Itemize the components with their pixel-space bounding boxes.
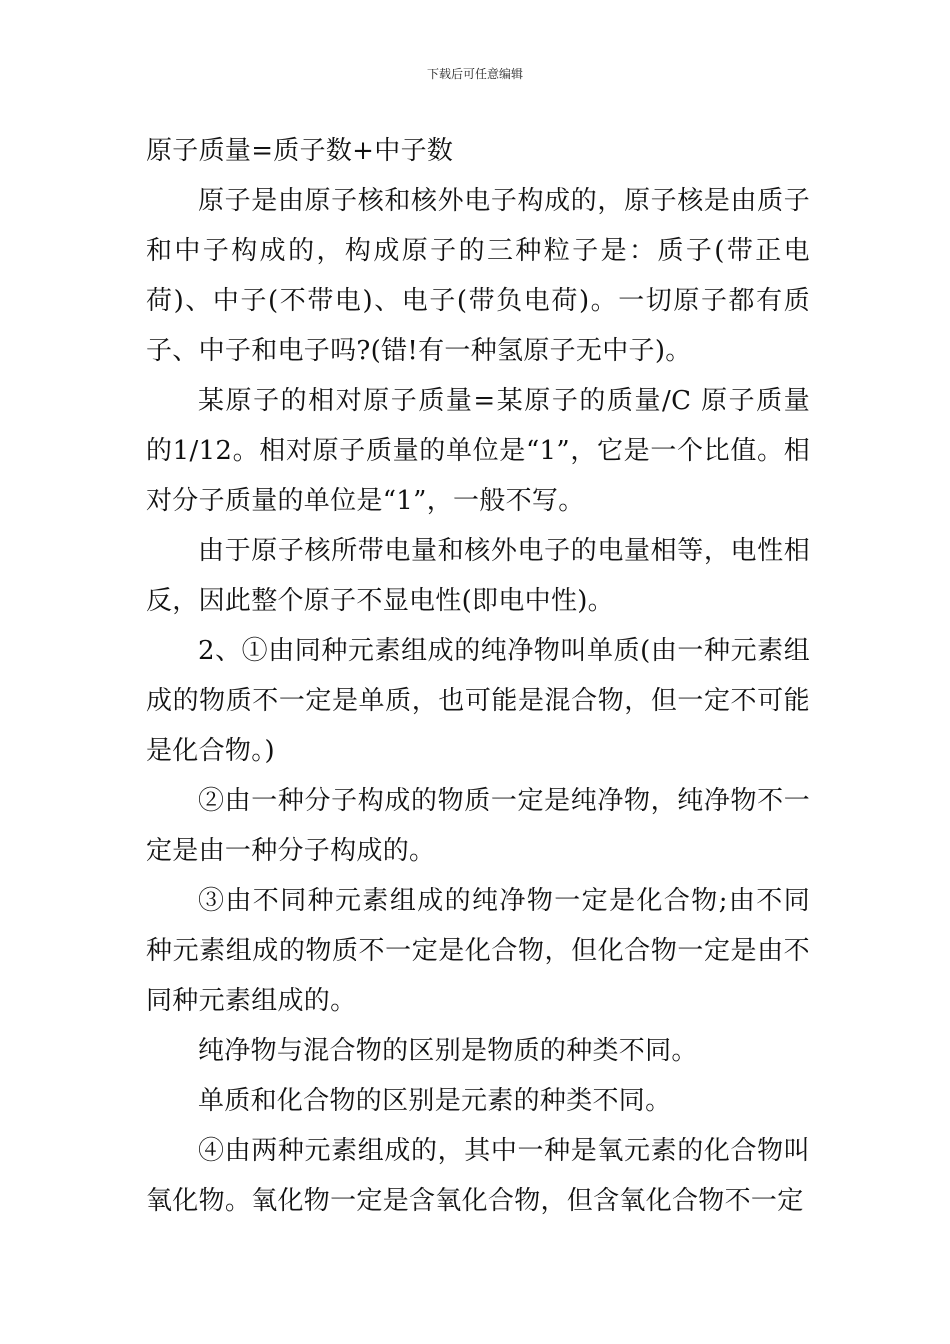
paragraph-pure-vs-mixture: 纯净物与混合物的区别是物质的种类不同。 (198, 1036, 698, 1066)
paragraph-pure-substance: ②由一种分子构成的物质一定是纯净物，纯净物不一定是由一种分子构成的。 (146, 786, 810, 866)
paragraph-oxide: ④由两种元素组成的，其中一种是氧元素的化合物叫氧化物。氧化物一定是含氧化合物，但含氧化合物不一定 (146, 1136, 810, 1216)
paragraph-elementary-substance: 2、①由同种元素组成的纯净物叫单质(由一种元素组成的物质不一定是单质，也可能是混合物，但一定不可能是化合物。) (146, 636, 810, 766)
document-body (146, 126, 810, 1226)
paragraph-compound: ③由不同种元素组成的纯净物一定是化合物;由不同种元素组成的物质不一定是化合物，但化合物一定是由不同种元素组成的。 (146, 886, 810, 1016)
paragraph-relative-atomic-mass: 某原子的相对原子质量=某原子的质量/C 原子质量的1/12。相对原子质量的单位是“1”，它是一个比值。相对分子质量的单位是“1”，一般不写。 (146, 386, 810, 516)
paragraph-atomic-mass-formula: 原子质量=质子数+中子数 (146, 136, 454, 166)
paragraph-element-vs-compound: 单质和化合物的区别是元素的种类不同。 (198, 1086, 672, 1116)
page-header: 下载后可任意编辑 (426, 67, 523, 81)
paragraph-atom-structure: 原子是由原子核和核外电子构成的，原子核是由质子和中子构成的，构成原子的三种粒子是：质子(带正电荷)、中子(不带电)、电子(带负电荷)。一切原子都有质子、中子和电子吗?(错!有一种氢原子无中子)。 (146, 186, 810, 366)
paragraph-atom-neutrality: 由于原子核所带电量和核外电子的电量相等，电性相反，因此整个原子不显电性(即电中性)。 (146, 536, 810, 616)
